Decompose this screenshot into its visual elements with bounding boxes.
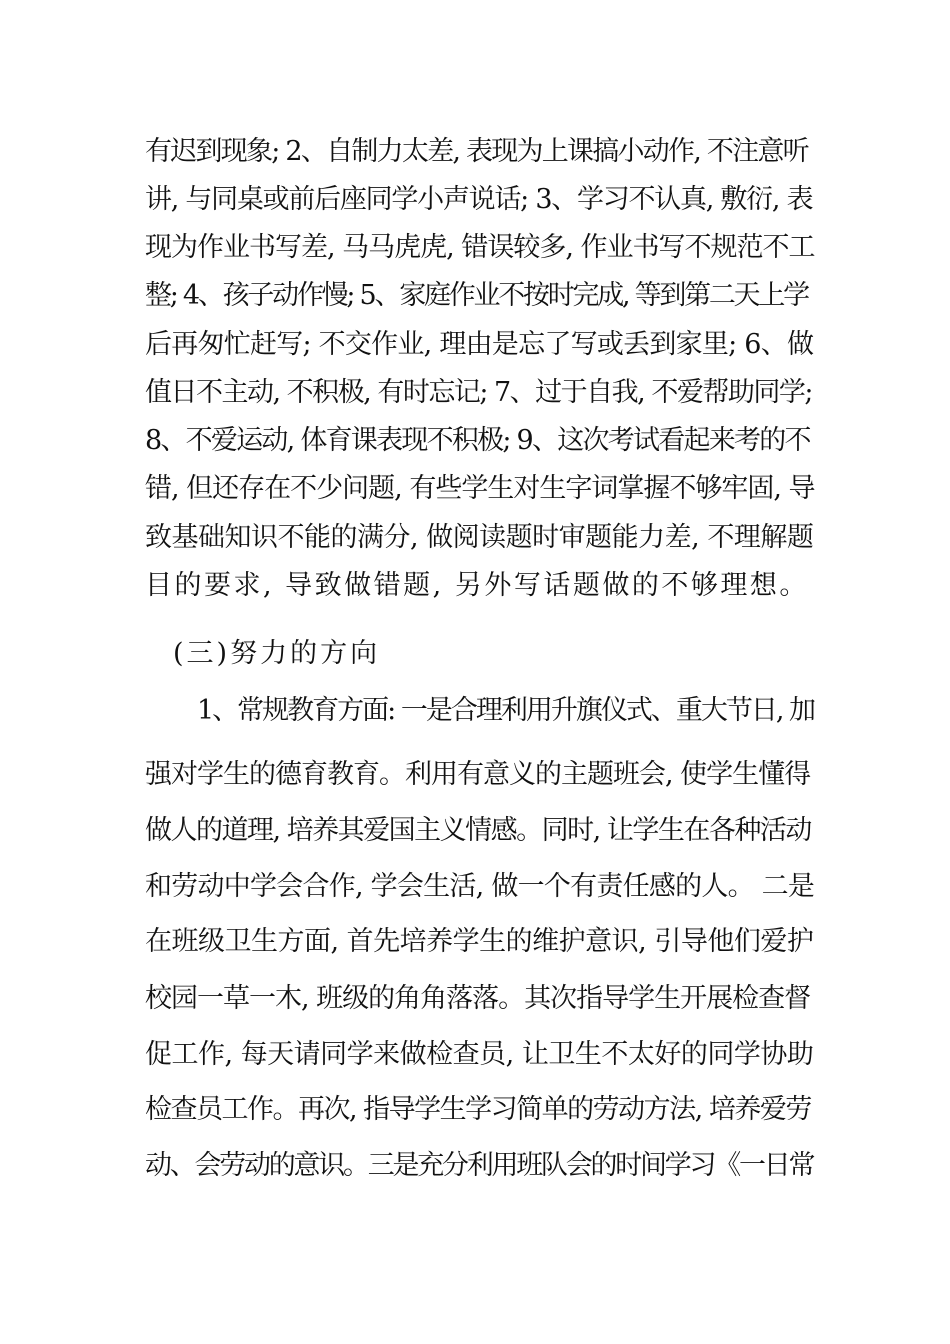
body-text-line: 值日不主动, 不积极, 有时忘记; 7、过于自我, 不爱帮助同学; (145, 377, 812, 408)
paragraph-line: 促工作, 每天请同学来做检查员, 让卫生不太好的同学协助 (145, 1039, 814, 1070)
body-text-line: 致基础知识不能的满分, 做阅读题时审题能力差, 不理解题 (145, 522, 814, 553)
section-heading: (三)努力的方向 (173, 638, 381, 669)
paragraph-line: 强对学生的德育教育。利用有意义的主题班会, 使学生懂得 (145, 759, 811, 790)
body-text-line: 现为作业书写差, 马马虎虎, 错误较多, 作业书写不规范不工 (145, 232, 815, 263)
paragraph-line: 检查员工作。再次, 指导学生学习简单的劳动方法, 培养爱劳 (145, 1094, 811, 1125)
paragraph-line: 校园一草一木, 班级的角角落落。其次指导学生开展检查督 (145, 983, 811, 1014)
paragraph-line: 做人的道理, 培养其爱国主义情感。同时, 让学生在各种活动 (145, 815, 811, 846)
paragraph-line: 1、常规教育方面: 一是合理利用升旗仪式、重大节日, 加 (197, 695, 815, 726)
paragraph-line: 在班级卫生方面, 首先培养学生的维护意识, 引导他们爱护 (145, 926, 814, 957)
body-text-line: 8、不爱运动, 体育课表现不积极; 9、这次考试看起来考的不 (145, 425, 810, 456)
body-text-line: 有迟到现象; 2、自制力太差, 表现为上课搞小动作, 不注意听 (145, 136, 808, 167)
body-text-line: 目的要求, 导致做错题, 另外写话题做的不够理想。 (145, 570, 809, 601)
body-text-line: 整; 4、孩子动作慢; 5、家庭作业不按时完成, 等到第二天上学 (145, 280, 808, 311)
paragraph-line: 动、会劳动的意识。三是充分利用班队会的时间学习《一日常 (145, 1150, 814, 1181)
body-text-line: 后再匆忙赶写; 不交作业, 理由是忘了写或丢到家里; 6、做 (145, 329, 814, 360)
body-text-line: 讲, 与同桌或前后座同学小声说话; 3、学习不认真, 敷衍, 表 (145, 184, 813, 215)
paragraph-line: 和劳动中学会合作, 学会生活, 做一个有责任感的人。 二是 (145, 871, 815, 902)
body-text-line: 错, 但还存在不少问题, 有些学生对生字词掌握不够牢固, 导 (145, 473, 815, 504)
